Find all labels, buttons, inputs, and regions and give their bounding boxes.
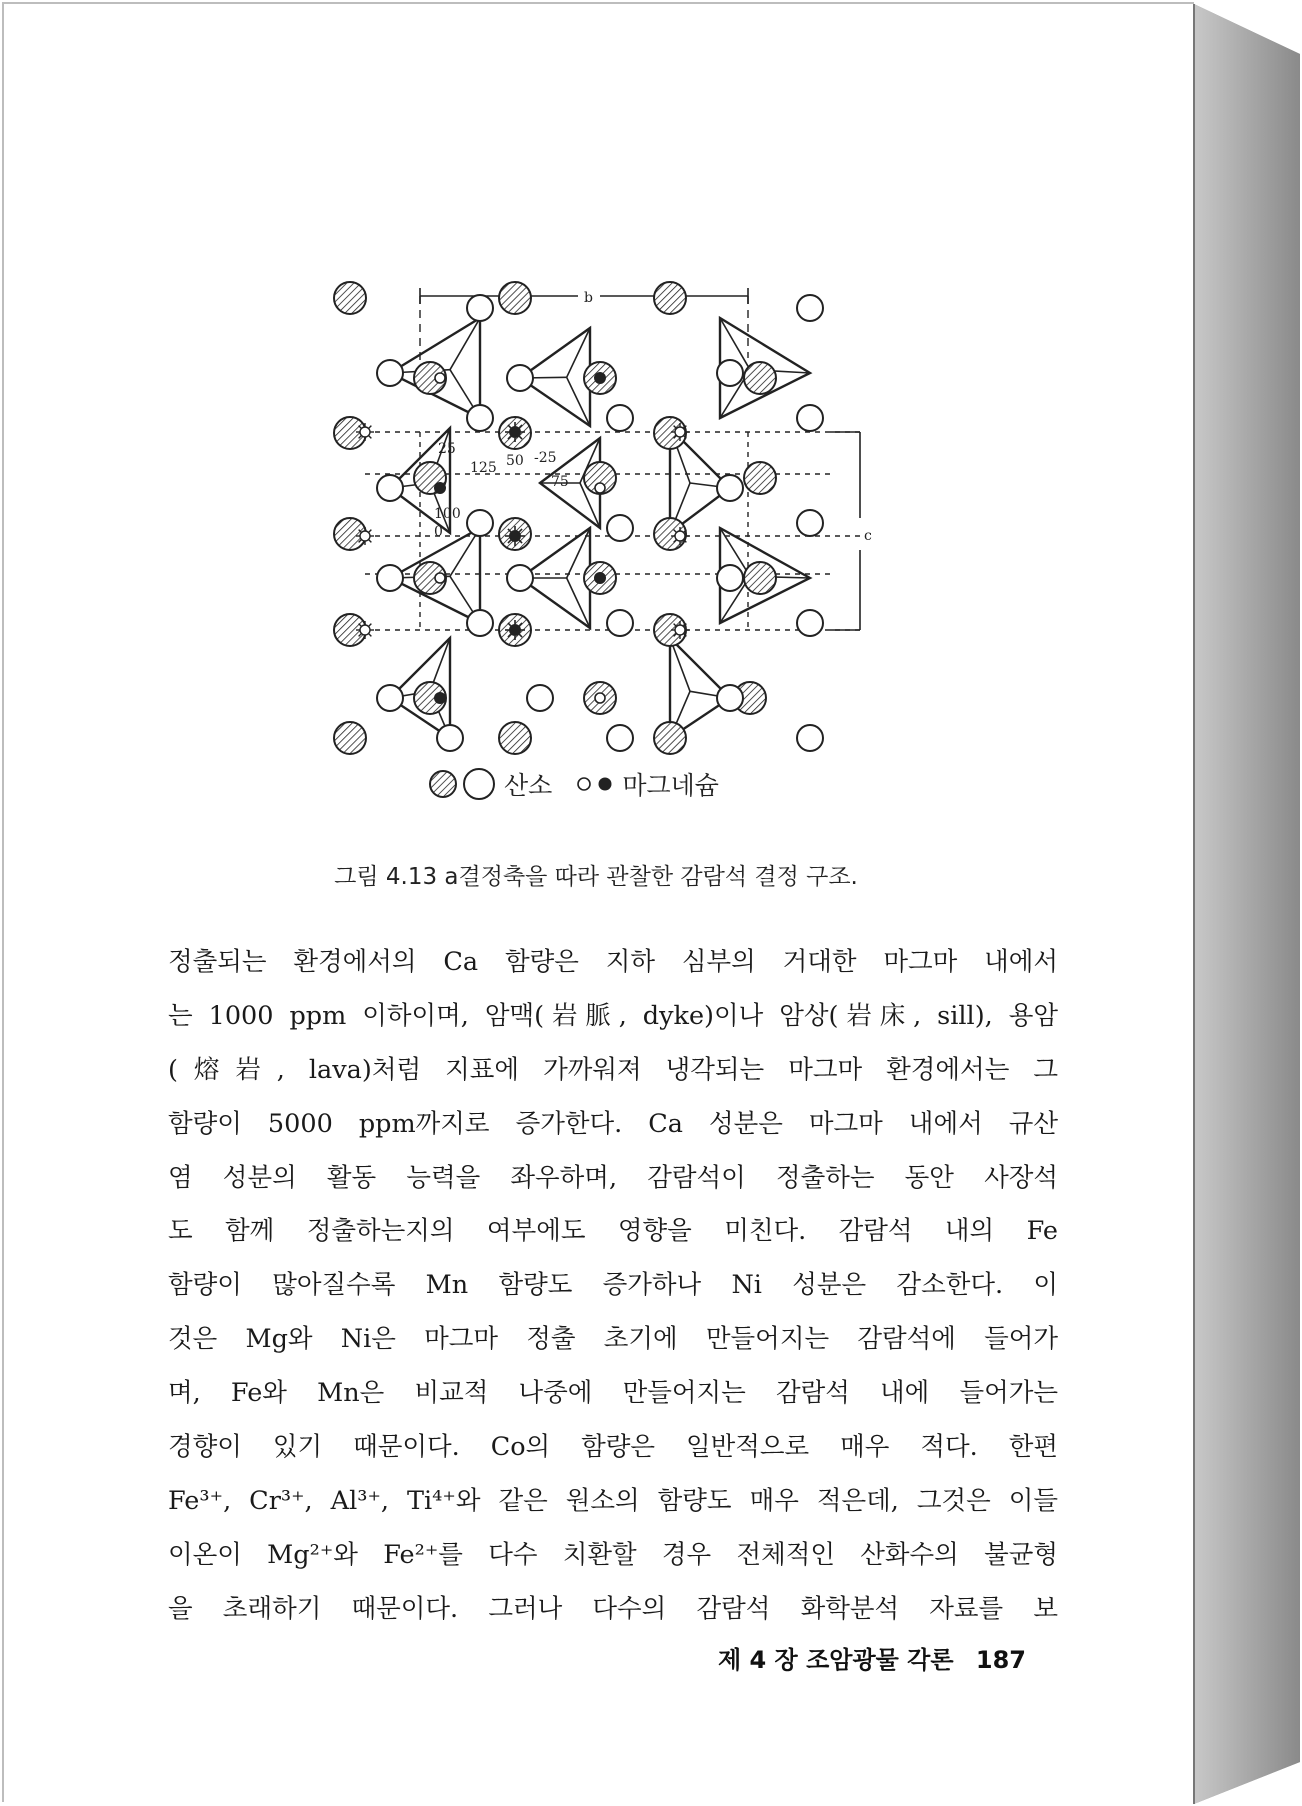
star-ray xyxy=(369,436,372,439)
body-line: 함량이 많아질수록 Mn 함량도 증가하나 Ni 성분은 감소한다. 이 xyxy=(168,1270,1058,1301)
star-magnesium-atom xyxy=(675,531,685,541)
open-oxygen-atom xyxy=(377,360,403,386)
star-ray xyxy=(369,540,372,543)
filled-magnesium-atom xyxy=(594,572,606,584)
star-magnesium-atom xyxy=(360,625,370,635)
open-oxygen-atom xyxy=(607,515,633,541)
legend-magnesium-label: 마그네슘 xyxy=(622,771,719,800)
star-magnesium-atom xyxy=(509,530,521,542)
body-line: 도 함께 정출하는지의 여부에도 영향을 미친다. 감람석 내의 Fe xyxy=(168,1216,1058,1247)
star-ray xyxy=(369,624,372,627)
open-oxygen-atom xyxy=(437,725,463,751)
hatched-oxygen-atom xyxy=(654,722,686,754)
height-label-25: 25 xyxy=(438,441,456,457)
axis-c-label: c xyxy=(864,528,872,544)
open-oxygen-atom xyxy=(377,475,403,501)
page-footer xyxy=(704,1640,1026,1675)
footer-chapter: 제 4 장 조암광물 각론 xyxy=(717,1646,954,1674)
open-magnesium-icon xyxy=(576,776,592,792)
height-label-100: 100 xyxy=(434,506,461,522)
open-oxygen-atom xyxy=(607,610,633,636)
open-oxygen-atom xyxy=(797,725,823,751)
hatched-oxygen-atom xyxy=(499,722,531,754)
height-label-minus25: -25 xyxy=(534,450,557,466)
legend-oxygen-label: 산소 xyxy=(504,771,553,800)
height-label-125: 125 xyxy=(470,460,497,476)
height-label-75: 75 xyxy=(551,474,569,490)
filled-magnesium-icon xyxy=(596,776,614,792)
hatched-oxygen-atom xyxy=(334,282,366,314)
body-line: 며, Fe와 Mn은 비교적 나중에 만들어지는 감람석 내에 들어가는 xyxy=(168,1378,1058,1409)
open-oxygen-atom xyxy=(797,610,823,636)
hatched-oxygen-atom xyxy=(334,722,366,754)
star-ray xyxy=(369,634,372,637)
star-ray xyxy=(369,530,372,533)
body-line: 함량이 5000 ppm까지로 증가한다. Ca 성분은 마그마 내에서 규산 xyxy=(168,1108,1058,1139)
height-label-0: 0 xyxy=(434,524,443,540)
figure-caption: 그림 4.13 a결정축을 따라 관찰한 감람석 결정 구조. xyxy=(334,864,858,890)
star-magnesium-atom xyxy=(675,427,685,437)
open-oxygen-atom xyxy=(607,405,633,431)
open-oxygen-atom xyxy=(507,365,533,391)
open-oxygen-atom xyxy=(717,685,743,711)
filled-magnesium-atom xyxy=(434,692,446,704)
open-oxygen-atom xyxy=(507,565,533,591)
open-oxygen-atom xyxy=(377,565,403,591)
filled-magnesium-atom xyxy=(434,482,446,494)
open-oxygen-atom xyxy=(797,405,823,431)
body-line: 정출되는 환경에서의 Ca 함량은 지하 심부의 거대한 마그마 내에서 xyxy=(168,947,1058,977)
hatched-oxygen-atom xyxy=(744,362,776,394)
body-line: (熔岩, lava)처럼 지표에 가까워져 냉각되는 마그마 환경에서는 그 xyxy=(168,1054,1058,1085)
body-line: 는 1000 ppm 이하이며, 암맥(岩脈, dyke)이나 암상(岩床, sill), 용암 xyxy=(168,1000,1058,1031)
star-magnesium-atom xyxy=(509,426,521,438)
body-line: 염 성분의 활동 능력을 좌우하며, 감람석이 정출하는 동안 사장석 xyxy=(168,1162,1058,1193)
open-oxygen-atom xyxy=(797,510,823,536)
open-magnesium-atom xyxy=(595,483,605,493)
open-oxygen-atom xyxy=(377,685,403,711)
figure-legend xyxy=(428,766,743,802)
open-oxygen-icon xyxy=(462,767,496,801)
open-magnesium-atom xyxy=(595,693,605,703)
open-oxygen-atom xyxy=(467,610,493,636)
open-oxygen-atom xyxy=(467,510,493,536)
body-line: 을 초래하기 때문이다. 그러나 다수의 감람석 화학분석 자료를 보 xyxy=(168,1593,1058,1624)
hatched-oxygen-icon xyxy=(428,769,458,799)
body-line: 경향이 있기 때문이다. Co의 함량은 일반적으로 매우 적다. 한편 xyxy=(168,1432,1058,1463)
open-oxygen-atom xyxy=(607,725,633,751)
body-line: 이온이 Mg²⁺와 Fe²⁺를 다수 치환할 경우 전체적인 산화수의 불균형 xyxy=(168,1539,1058,1570)
body-line: Fe³⁺, Cr³⁺, Al³⁺, Ti⁴⁺와 같은 원소의 함량도 매우 적은데, 그것은 이들 xyxy=(168,1485,1058,1516)
open-magnesium-atom xyxy=(435,373,445,383)
star-magnesium-atom xyxy=(509,624,521,636)
body-line: 것은 Mg와 Ni은 마그마 정출 초기에 만들어지는 감람석에 들어가 xyxy=(168,1324,1058,1355)
open-oxygen-atom xyxy=(717,475,743,501)
hatched-oxygen-atom xyxy=(744,562,776,594)
open-oxygen-atom xyxy=(717,360,743,386)
star-magnesium-atom xyxy=(360,427,370,437)
crystal-structure-diagram xyxy=(330,278,872,808)
open-oxygen-atom xyxy=(527,685,553,711)
filled-magnesium-atom xyxy=(594,372,606,384)
tetrahedron-bond xyxy=(450,318,480,370)
star-magnesium-atom xyxy=(675,625,685,635)
hatched-oxygen-atom xyxy=(499,282,531,314)
page-number: 187 xyxy=(975,1646,1026,1674)
open-magnesium-atom xyxy=(435,573,445,583)
height-label-50: 50 xyxy=(506,453,524,469)
hatched-oxygen-atom xyxy=(744,462,776,494)
star-ray xyxy=(369,426,372,429)
hatched-oxygen-atom xyxy=(654,282,686,314)
open-oxygen-atom xyxy=(797,295,823,321)
star-magnesium-atom xyxy=(360,531,370,541)
open-oxygen-atom xyxy=(467,405,493,431)
olivine-structure-figure xyxy=(330,278,872,808)
open-oxygen-atom xyxy=(717,565,743,591)
body-text xyxy=(168,936,1058,1637)
open-oxygen-atom xyxy=(467,295,493,321)
axis-b-label: b xyxy=(584,290,593,306)
